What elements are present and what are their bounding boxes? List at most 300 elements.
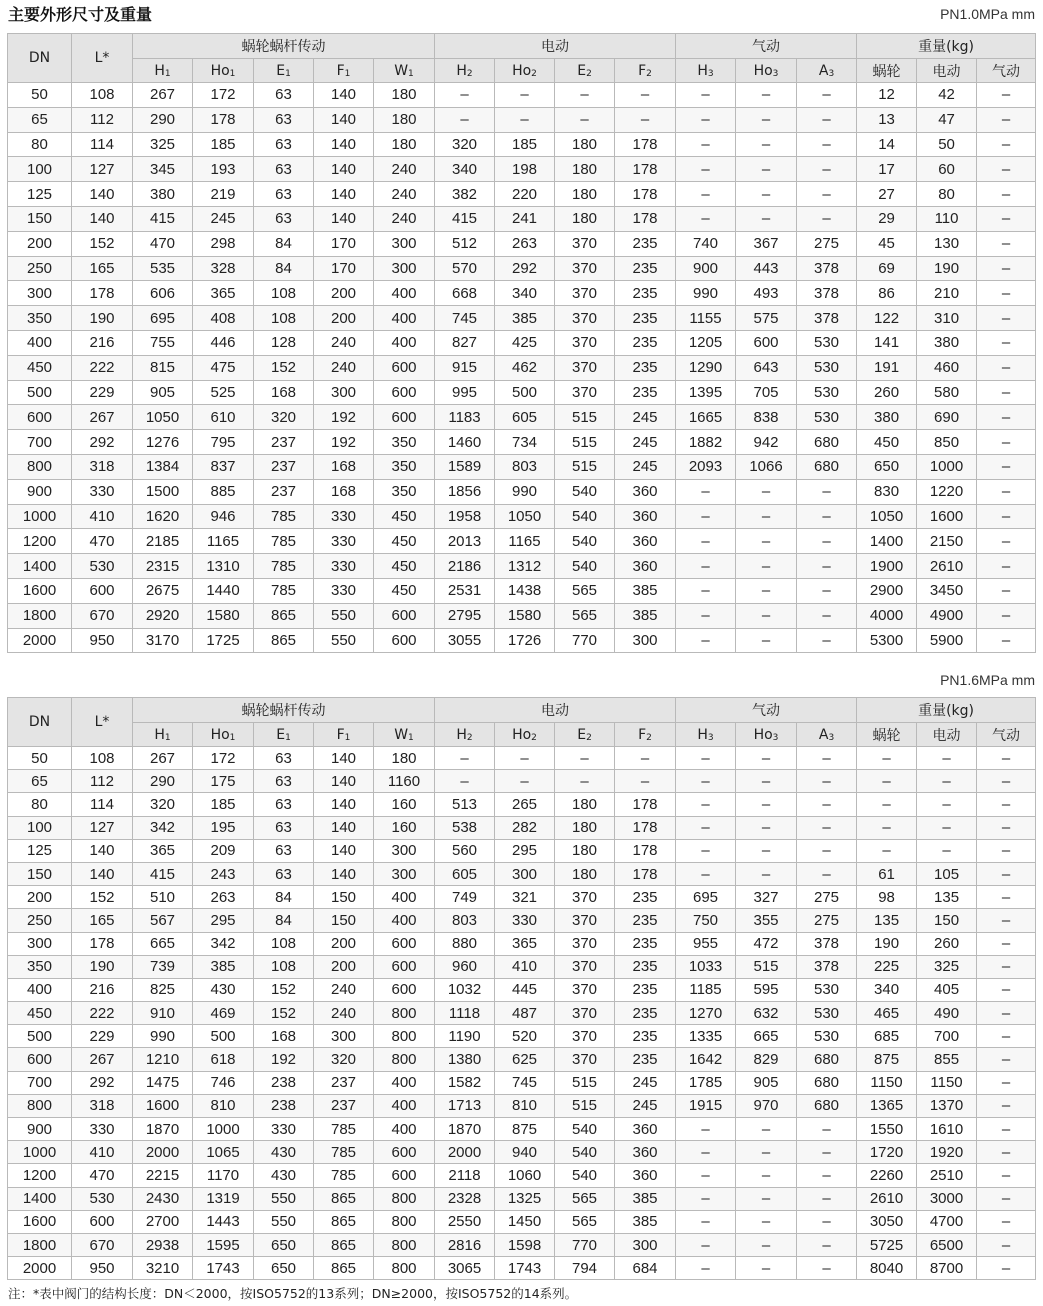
table-cell: 1610 xyxy=(917,1118,977,1141)
table-cell: 465 xyxy=(857,1002,917,1025)
table-cell: 360 xyxy=(615,1118,676,1141)
col-h1: $H_1$ xyxy=(133,59,193,83)
table-cell: 500 xyxy=(193,1025,254,1048)
table-cell: 415 xyxy=(133,206,193,231)
table-cell: 80 xyxy=(917,182,977,207)
table-cell: 900 xyxy=(676,256,736,281)
table-cell: – xyxy=(435,107,495,132)
table-cell: 1870 xyxy=(435,1118,495,1141)
table-cell: 267 xyxy=(133,83,193,108)
table-cell: 770 xyxy=(555,1233,615,1256)
table-cell: 220 xyxy=(495,182,555,207)
table-cell: 50 xyxy=(917,132,977,157)
table-cell: 850 xyxy=(917,430,977,455)
table-cell: 800 xyxy=(374,1257,435,1280)
table-cell: 1665 xyxy=(676,405,736,430)
table-cell: 540 xyxy=(555,529,615,554)
table-cell: – xyxy=(977,83,1036,108)
table-cell: 100 xyxy=(8,816,72,839)
table-cell: 513 xyxy=(435,793,495,816)
table-cell: 321 xyxy=(495,886,555,909)
page-title: 主要外形尺寸及重量 xyxy=(8,5,153,24)
table-cell: 298 xyxy=(193,231,254,256)
table-cell: 370 xyxy=(555,909,615,932)
table-row xyxy=(8,603,1036,628)
table-cell: 320 xyxy=(133,793,193,816)
table-cell: – xyxy=(797,1164,857,1187)
table-cell: 140 xyxy=(314,182,374,207)
table-cell: 415 xyxy=(133,862,193,885)
table-cell: 1443 xyxy=(193,1210,254,1233)
table-cell: 3170 xyxy=(133,628,193,653)
table-cell: 222 xyxy=(72,1002,133,1025)
table-cell: – xyxy=(977,839,1036,862)
table-cell: 300 xyxy=(374,862,435,885)
table-cell: 785 xyxy=(314,1164,374,1187)
table-cell: 345 xyxy=(133,157,193,182)
table-cell: 330 xyxy=(314,578,374,603)
table-cell: – xyxy=(676,1164,736,1187)
table-cell: 235 xyxy=(615,1025,676,1048)
table-cell: 45 xyxy=(857,231,917,256)
table-cell: 112 xyxy=(72,107,133,132)
table-cell: – xyxy=(977,1118,1036,1141)
table-cell: 330 xyxy=(314,504,374,529)
table-cell: 320 xyxy=(314,1048,374,1071)
table-cell: 63 xyxy=(254,770,314,793)
table-cell: 4000 xyxy=(857,603,917,628)
table-cell: 3000 xyxy=(917,1187,977,1210)
table-cell: 240 xyxy=(314,1002,374,1025)
table-row xyxy=(8,529,1036,554)
table-cell: 560 xyxy=(435,839,495,862)
table-cell: 770 xyxy=(555,628,615,653)
table-cell: – xyxy=(676,157,736,182)
table-cell: 1440 xyxy=(193,578,254,603)
table-cell: – xyxy=(676,479,736,504)
table-cell: 267 xyxy=(72,405,133,430)
table-cell: 245 xyxy=(193,206,254,231)
table-cell: 445 xyxy=(495,978,555,1001)
table-cell: 125 xyxy=(8,839,72,862)
table-cell: 739 xyxy=(133,955,193,978)
table-cell: 370 xyxy=(555,1002,615,1025)
table-cell: 235 xyxy=(615,256,676,281)
table-cell: 1800 xyxy=(8,1233,72,1256)
table-cell: 990 xyxy=(495,479,555,504)
table-cell: – xyxy=(797,1187,857,1210)
table-cell: – xyxy=(615,107,676,132)
table-cell: 370 xyxy=(555,330,615,355)
table-cell: 600 xyxy=(72,578,133,603)
col-h2: $H_2$ xyxy=(435,723,495,747)
table-cell: – xyxy=(977,1141,1036,1164)
table-cell: – xyxy=(676,793,736,816)
table-cell: 600 xyxy=(374,603,435,628)
table-cell: – xyxy=(736,132,797,157)
table-cell: 1384 xyxy=(133,454,193,479)
table-cell: 370 xyxy=(555,256,615,281)
table-cell: 300 xyxy=(8,281,72,306)
table-cell: 150 xyxy=(8,862,72,885)
table-cell: 170 xyxy=(314,231,374,256)
table-cell: – xyxy=(676,862,736,885)
table-cell: 1870 xyxy=(133,1118,193,1141)
table-cell: – xyxy=(977,182,1036,207)
table-cell: 378 xyxy=(797,306,857,331)
table-cell: – xyxy=(555,107,615,132)
table-cell: – xyxy=(736,529,797,554)
table-cell: 219 xyxy=(193,182,254,207)
table-cell: 650 xyxy=(254,1233,314,1256)
table-cell: 6500 xyxy=(917,1233,977,1256)
table-cell: 1370 xyxy=(917,1094,977,1117)
table-cell: 165 xyxy=(72,909,133,932)
table-cell: 550 xyxy=(254,1187,314,1210)
group-pneumatic: 气动 xyxy=(676,698,857,723)
table-cell: 1713 xyxy=(435,1094,495,1117)
table-cell: – xyxy=(977,1210,1036,1233)
table-cell: 370 xyxy=(555,281,615,306)
table-cell: 350 xyxy=(374,430,435,455)
table-cell: 100 xyxy=(8,157,72,182)
table-cell: 3450 xyxy=(917,578,977,603)
table-cell: 140 xyxy=(72,839,133,862)
table-cell: 370 xyxy=(555,886,615,909)
table-cell: – xyxy=(977,157,1036,182)
table-cell: – xyxy=(736,839,797,862)
table-cell: 1598 xyxy=(495,1233,555,1256)
table-cell: 855 xyxy=(917,1048,977,1071)
table-cell: 235 xyxy=(615,306,676,331)
table-cell: 318 xyxy=(72,1094,133,1117)
table-row xyxy=(8,1071,1036,1094)
table-cell: 400 xyxy=(374,1118,435,1141)
table-cell: 200 xyxy=(314,955,374,978)
table-cell: 512 xyxy=(435,231,495,256)
table-cell: – xyxy=(797,157,857,182)
table-cell: – xyxy=(977,770,1036,793)
table-cell: 330 xyxy=(72,1118,133,1141)
table-cell: 365 xyxy=(495,932,555,955)
table-cell: – xyxy=(797,603,857,628)
col-h3: $H_3$ xyxy=(676,59,736,83)
table-cell: 515 xyxy=(736,955,797,978)
table-cell: – xyxy=(797,770,857,793)
table-cell: 550 xyxy=(314,603,374,628)
table-cell: 1185 xyxy=(676,978,736,1001)
table-cell: 625 xyxy=(495,1048,555,1071)
table-cell: – xyxy=(736,1187,797,1210)
table-cell: 370 xyxy=(555,1025,615,1048)
table-row xyxy=(8,256,1036,281)
table-cell: 995 xyxy=(435,380,495,405)
table-cell: 410 xyxy=(72,1141,133,1164)
table-cell: – xyxy=(615,770,676,793)
table-cell: 63 xyxy=(254,157,314,182)
table-row xyxy=(8,182,1036,207)
table-cell: 237 xyxy=(314,1094,374,1117)
table-cell: 178 xyxy=(615,132,676,157)
table-cell: 800 xyxy=(374,1002,435,1025)
table-cell: – xyxy=(917,747,977,770)
table-cell: 540 xyxy=(555,1141,615,1164)
table-cell: 69 xyxy=(857,256,917,281)
table-cell: 178 xyxy=(615,862,676,885)
table-cell: 515 xyxy=(555,405,615,430)
table-cell: 530 xyxy=(797,1025,857,1048)
table-cell: 385 xyxy=(615,1187,676,1210)
table-cell: 5900 xyxy=(917,628,977,653)
table-cell: 1200 xyxy=(8,529,72,554)
table-cell: 235 xyxy=(615,380,676,405)
table-cell: 1785 xyxy=(676,1071,736,1094)
table-cell: 600 xyxy=(72,1210,133,1233)
table-cell: 1270 xyxy=(676,1002,736,1025)
table-row xyxy=(8,1257,1036,1280)
table-cell: 785 xyxy=(254,504,314,529)
table-cell: – xyxy=(676,132,736,157)
table-cell: 370 xyxy=(555,932,615,955)
table-cell: 370 xyxy=(555,1048,615,1071)
table-cell: 367 xyxy=(736,231,797,256)
table-cell: 685 xyxy=(857,1025,917,1048)
table-cell: 1000 xyxy=(8,504,72,529)
table-cell: 800 xyxy=(374,1210,435,1233)
table-cell: 500 xyxy=(8,380,72,405)
table-cell: 990 xyxy=(676,281,736,306)
table-cell: 240 xyxy=(314,330,374,355)
table-row xyxy=(8,380,1036,405)
table-cell: 1050 xyxy=(857,504,917,529)
table-cell: 178 xyxy=(72,281,133,306)
table-cell: 1050 xyxy=(133,405,193,430)
table-cell: 825 xyxy=(133,978,193,1001)
table-row xyxy=(8,454,1036,479)
table-cell: 443 xyxy=(736,256,797,281)
table-cell: 410 xyxy=(72,504,133,529)
table-cell: 1743 xyxy=(193,1257,254,1280)
table-cell: 63 xyxy=(254,206,314,231)
table-cell: 235 xyxy=(615,330,676,355)
table-cell: 2150 xyxy=(917,529,977,554)
table-cell: 1915 xyxy=(676,1094,736,1117)
table-cell: 530 xyxy=(797,330,857,355)
table-cell: 1290 xyxy=(676,355,736,380)
table-row xyxy=(8,1118,1036,1141)
table-cell: 1882 xyxy=(676,430,736,455)
table-cell: 235 xyxy=(615,978,676,1001)
table-cell: 1190 xyxy=(435,1025,495,1048)
table-cell: 942 xyxy=(736,430,797,455)
table-cell: 292 xyxy=(72,1071,133,1094)
table-cell: 580 xyxy=(917,380,977,405)
col-w1: $W_1$ xyxy=(374,723,435,747)
table-cell: 530 xyxy=(797,978,857,1001)
table-row xyxy=(8,330,1036,355)
table-cell: 360 xyxy=(615,1164,676,1187)
table-cell: – xyxy=(736,1233,797,1256)
table-cell: 265 xyxy=(495,793,555,816)
table-cell: 734 xyxy=(495,430,555,455)
table-cell: 2000 xyxy=(133,1141,193,1164)
table-cell: 2900 xyxy=(857,578,917,603)
table-cell: 600 xyxy=(374,380,435,405)
table-cell: 84 xyxy=(254,231,314,256)
table-cell: – xyxy=(977,256,1036,281)
table-cell: 475 xyxy=(193,355,254,380)
table-cell: – xyxy=(977,504,1036,529)
table-cell: 1118 xyxy=(435,1002,495,1025)
table-cell: – xyxy=(977,430,1036,455)
table-row xyxy=(8,747,1036,770)
table-cell: – xyxy=(977,206,1036,231)
table-cell: 838 xyxy=(736,405,797,430)
table-row xyxy=(8,862,1036,885)
table-cell: 885 xyxy=(193,479,254,504)
table-cell: – xyxy=(797,182,857,207)
table-cell: 500 xyxy=(495,380,555,405)
col-f1: $F_1$ xyxy=(314,59,374,83)
table-cell: 695 xyxy=(676,886,736,909)
table-cell: 350 xyxy=(374,479,435,504)
table-cell: 1726 xyxy=(495,628,555,653)
col-wt-electric: 电动 xyxy=(917,723,977,747)
table-cell: 275 xyxy=(797,886,857,909)
table-cell: 1958 xyxy=(435,504,495,529)
table-cell: 195 xyxy=(193,816,254,839)
table-cell: 462 xyxy=(495,355,555,380)
table-cell: 300 xyxy=(615,1233,676,1256)
table-cell: 267 xyxy=(72,1048,133,1071)
table-cell: 328 xyxy=(193,256,254,281)
table-cell: 325 xyxy=(917,955,977,978)
table-cell: – xyxy=(797,628,857,653)
table-cell: – xyxy=(977,955,1036,978)
table-cell: 700 xyxy=(8,1071,72,1094)
table-cell: 990 xyxy=(133,1025,193,1048)
table-cell: 829 xyxy=(736,1048,797,1071)
table-cell: 1170 xyxy=(193,1164,254,1187)
table-cell: 300 xyxy=(374,231,435,256)
table-cell: 200 xyxy=(314,932,374,955)
group-weight: 重量(kg) xyxy=(857,698,1036,723)
table-cell: – xyxy=(676,578,736,603)
table-cell: 140 xyxy=(314,83,374,108)
table-cell: – xyxy=(917,770,977,793)
table-cell: 400 xyxy=(8,978,72,1001)
table-cell: 150 xyxy=(917,909,977,932)
table-cell: 135 xyxy=(917,886,977,909)
footnote: 注：*表中阀门的结构长度：DN＜2000，按ISO5752的13系列；DN≥2000，按ISO5752的14系列。 xyxy=(8,1286,578,1301)
table-cell: 415 xyxy=(435,206,495,231)
table-cell: 378 xyxy=(797,256,857,281)
table-cell: 745 xyxy=(495,1071,555,1094)
col-e2: $E_2$ xyxy=(555,723,615,747)
table-row xyxy=(8,355,1036,380)
table-cell: 670 xyxy=(72,1233,133,1256)
table-cell: 865 xyxy=(254,603,314,628)
table-cell: 50 xyxy=(8,83,72,108)
table-cell: 525 xyxy=(193,380,254,405)
table-cell: – xyxy=(797,554,857,579)
table-cell: 192 xyxy=(314,405,374,430)
table-cell: 450 xyxy=(8,355,72,380)
table-cell: 130 xyxy=(917,231,977,256)
table-row xyxy=(8,1210,1036,1233)
table-cell: 1582 xyxy=(435,1071,495,1094)
table-cell: 746 xyxy=(193,1071,254,1094)
table-cell: 178 xyxy=(615,182,676,207)
table-cell: 1400 xyxy=(857,529,917,554)
table-cell: 180 xyxy=(555,206,615,231)
table-cell: – xyxy=(797,529,857,554)
table-cell: 1400 xyxy=(8,1187,72,1210)
table-cell: 430 xyxy=(254,1164,314,1187)
table-cell: 330 xyxy=(314,554,374,579)
table-cell: – xyxy=(676,839,736,862)
table-cell: 327 xyxy=(736,886,797,909)
table-cell: 510 xyxy=(133,886,193,909)
table-cell: 235 xyxy=(615,1002,676,1025)
table-cell: – xyxy=(495,107,555,132)
col-h3: $H_3$ xyxy=(676,723,736,747)
table-cell: 63 xyxy=(254,816,314,839)
table-cell: 875 xyxy=(495,1118,555,1141)
table-cell: 425 xyxy=(495,330,555,355)
table-cell: – xyxy=(736,83,797,108)
table-cell: 530 xyxy=(797,405,857,430)
table-cell: 1200 xyxy=(8,1164,72,1187)
table-cell: – xyxy=(977,330,1036,355)
table-cell: – xyxy=(676,1257,736,1280)
table-cell: 370 xyxy=(555,231,615,256)
table-cell: 1725 xyxy=(193,628,254,653)
table-cell: 240 xyxy=(374,182,435,207)
table-row xyxy=(8,793,1036,816)
table-cell: – xyxy=(857,770,917,793)
table-cell: 128 xyxy=(254,330,314,355)
table-cell: 1060 xyxy=(495,1164,555,1187)
table-cell: 800 xyxy=(374,1187,435,1210)
table-row xyxy=(8,978,1036,1001)
table-cell: – xyxy=(797,1233,857,1256)
table-cell: 140 xyxy=(314,816,374,839)
table-cell: 178 xyxy=(193,107,254,132)
table-cell: – xyxy=(977,1002,1036,1025)
table-cell: 680 xyxy=(797,430,857,455)
table-cell: 241 xyxy=(495,206,555,231)
table-cell: 178 xyxy=(72,932,133,955)
table-cell: 185 xyxy=(193,132,254,157)
table-cell: 605 xyxy=(435,862,495,885)
table-cell: 192 xyxy=(314,430,374,455)
table-cell: 175 xyxy=(193,770,254,793)
table-cell: 785 xyxy=(254,554,314,579)
table-cell: 749 xyxy=(435,886,495,909)
table-row xyxy=(8,1094,1036,1117)
table-cell: 168 xyxy=(254,380,314,405)
table-cell: 950 xyxy=(72,628,133,653)
table-cell: 2550 xyxy=(435,1210,495,1233)
table-cell: 446 xyxy=(193,330,254,355)
table-row xyxy=(8,83,1036,108)
col-dn: DN xyxy=(8,34,72,83)
table-cell: 515 xyxy=(555,1094,615,1117)
table-cell: 370 xyxy=(555,380,615,405)
table-cell: 125 xyxy=(8,182,72,207)
table-cell: – xyxy=(736,1164,797,1187)
